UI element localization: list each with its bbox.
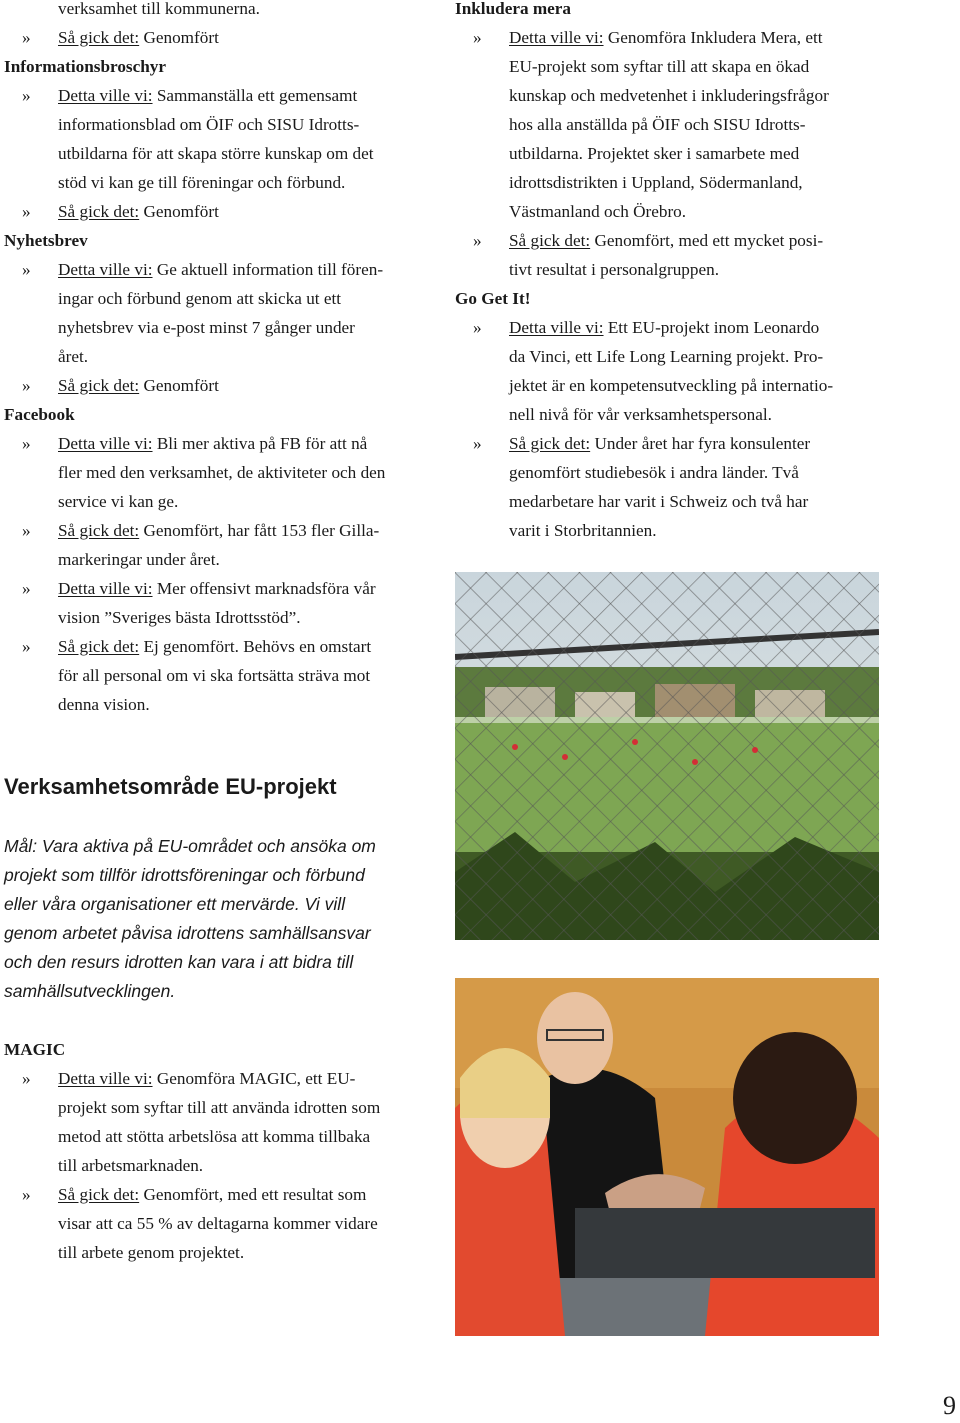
- aim-bullet: » Detta ville vi: Genomföra MAGIC, ett EU- projekt som syftar till att använda idrotten som metod att stötta arbetslösa att komma tillbaka till arbetsmarknaden.: [22, 1069, 381, 1175]
- aim-bullet: » Detta ville vi: Ge aktuell information till fören- ingar och förbund genom att skicka ut ett nyhetsbrev via e-post minst 7 gånger under året.: [22, 260, 384, 366]
- section-title-facebook: Facebook: [4, 405, 75, 424]
- aim-bullet: » Detta ville vi: Mer offensivt marknadsföra vår vision ”Sveriges bästa Idrottsstöd”.: [22, 579, 376, 627]
- section-title-nyhetsbrev: Nyhetsbrev: [4, 231, 88, 250]
- magic-section: [4, 1035, 434, 1267]
- result-bullet: » Så gick det: Ej genomfört. Behövs en omstart för all personal om vi ska fortsätta sträva mot denna vision.: [22, 637, 372, 714]
- result-bullet: » Så gick det: Genomfört, med ett resultat som visar att ca 55 % av deltagarna kommer vidare till arbete genom projektet.: [22, 1185, 378, 1262]
- section-title-magic: MAGIC: [4, 1040, 66, 1059]
- aim-bullet: » Detta ville vi: Sammanställa ett gemensamt informationsblad om ÖIF och SISU Idrotts- utbildarna för att skapa större kunskap om det stöd vi kan ge till föreningar och förbund.: [22, 86, 374, 192]
- result-bullet: » Så gick det: Genomfört, har fått 153 fler Gilla- markeringar under året.: [22, 521, 380, 569]
- right-column: [455, 0, 885, 545]
- result-bullet: » Så gick det: Under året har fyra konsulenter genomfört studiebesök i andra länder. Två medarbetare har varit i Schweiz och två har varit i Storbritannien.: [473, 434, 811, 540]
- aim-bullet: » Detta ville vi: Ett EU-projekt inom Leonardo da Vinci, ett Life Long Learning projekt. Pro- jektet är en kompetensutveckling på internatio- nell nivå för vår verksamhetspersonal.: [473, 318, 834, 424]
- page-number: 9: [943, 1391, 956, 1420]
- bullet-mark: »: [22, 28, 31, 47]
- left-column: [4, 0, 434, 719]
- intro-tail: verksamhet till kommunerna.: [58, 0, 260, 18]
- goal-paragraph: Mål: Vara aktiva på EU-området och ansöka om projekt som tillför idrottsföreningar och förbund eller våra organisationer ett mervärde. Vi vill genom arbetet påvisa idrottens samhällsansvar och den resurs idrotten kan vara i att bidra till samhällsutvecklingen.: [4, 836, 376, 1001]
- arm-wrestling-photo: [455, 978, 879, 1336]
- result-bullet: » Så gick det: Genomfört: [22, 376, 219, 395]
- eu-section-heading: Verksamhetsområde EU-projekt: [4, 774, 337, 799]
- football-field-photo: [455, 572, 879, 940]
- result-bullet: » Så gick det: Genomfört, med ett mycket posi- tivt resultat i personalgruppen.: [473, 231, 824, 279]
- result-bullet: » Så gick det: Genomfört: [22, 202, 219, 221]
- aim-bullet: » Detta ville vi: Bli mer aktiva på FB för att nå fler med den verksamhet, de aktiviteter och den service vi kan ge.: [22, 434, 386, 511]
- result-bullet: » Så gick det: Genomfört: [4, 23, 434, 52]
- section-title-inkludera-mera: Inkludera mera: [455, 0, 572, 18]
- section-title-informationsbroschyr: Informationsbroschyr: [4, 57, 167, 76]
- section-title-go-get-it: Go Get It!: [455, 289, 531, 308]
- aim-bullet: » Detta ville vi: Genomföra Inkludera Mera, ett EU-projekt som syftar till att skapa en ökad kunskap och medvetenhet i inkluderingsfrågor hos alla anställda på ÖIF och SISU Idrotts- utbildarna. Projektet sker i samarbete med idrottsdistrikten i Uppland, Södermanland, Västmanland och Örebro.: [473, 28, 829, 221]
